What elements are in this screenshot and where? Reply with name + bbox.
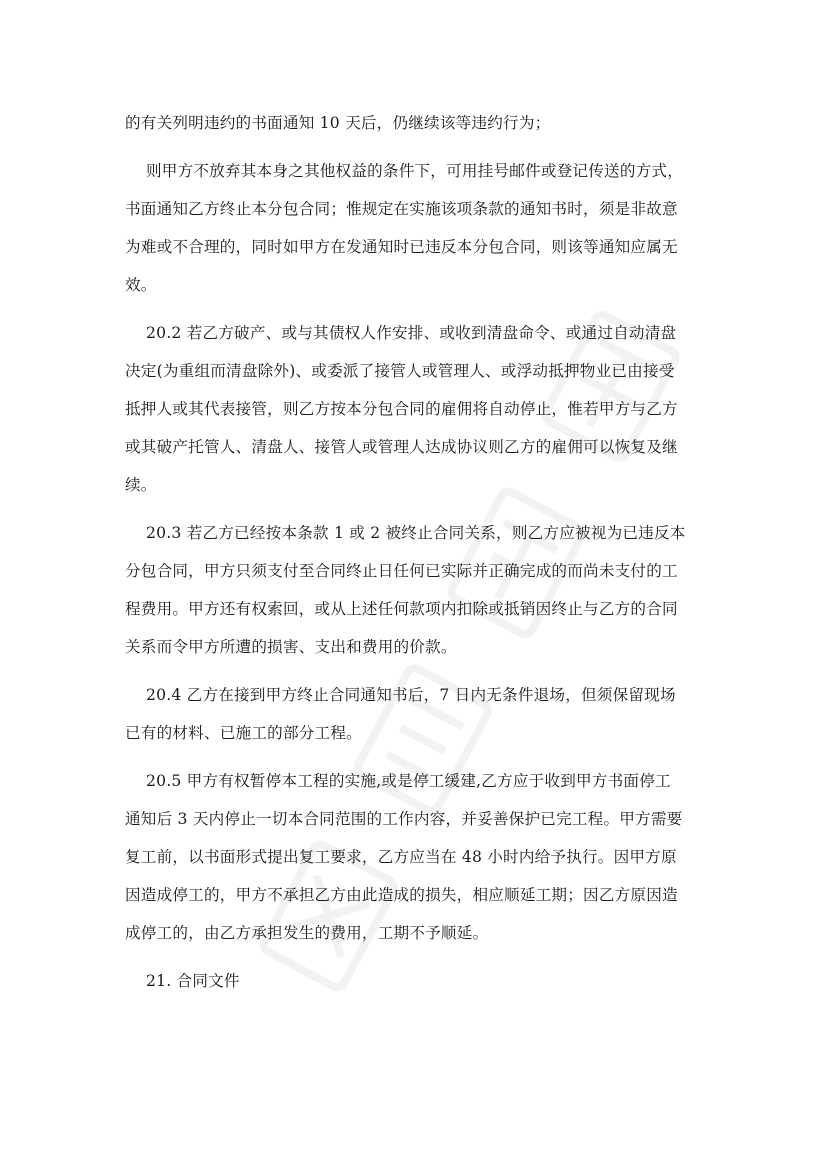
text-line: 20.5 甲方有权暂停本工程的实施,或是停工缓建,乙方应于收到甲方书面停工 bbox=[146, 772, 671, 790]
paragraph-1 bbox=[125, 104, 710, 142]
text-line: 续。 bbox=[125, 476, 157, 494]
paragraph-spacer bbox=[125, 952, 710, 962]
text-line: 则甲方不放弃其本身之其他权益的条件下，可用挂号邮件或登记传送的方式， bbox=[146, 162, 683, 180]
section-title: 21. 合同文件 bbox=[146, 972, 240, 990]
text-line: 通知后 3 天内停止一切本合同范围的工作内容，并妥善保护已完工程。甲方需要 bbox=[125, 810, 683, 828]
text-line: 书面通知乙方终止本分包合同；惟规定在实施该项条款的通知书时，须是非故意 bbox=[125, 200, 678, 218]
text-line: 分包合同，甲方只须支付至合同终止日任何已实际并正确完成的而尚未支付的工 bbox=[125, 562, 678, 580]
text-line: 20.2 若乙方破产、或与其债权人作安排、或收到清盘命令、或通过自动清盘 bbox=[146, 324, 677, 342]
paragraph-spacer bbox=[125, 752, 710, 762]
paragraph-3 bbox=[125, 314, 710, 504]
text-line: 程费用。甲方还有权索回，或从上述任何款项内扣除或抵销因终止与乙方的合同 bbox=[125, 600, 678, 618]
text-line: 的有关列明违约的书面通知 10 天后，仍继续该等违约行为； bbox=[125, 114, 551, 132]
text-line: 20.3 若乙方已经按本条款 1 或 2 被终止合同关系，则乙方应被视为已违反本 bbox=[146, 524, 686, 542]
text-line: 关系而令甲方所遭的损害、支出和费用的价款。 bbox=[125, 638, 457, 656]
paragraph-spacer bbox=[125, 142, 710, 152]
text-line: 决定(为重组而清盘除外)、或委派了接管人或管理人、或浮动抵押物业已由接受 bbox=[125, 362, 675, 380]
text-line: 抵押人或其代表接管，则乙方按本分包合同的雇佣将自动停止，惟若甲方与乙方 bbox=[125, 400, 678, 418]
document-body bbox=[125, 104, 710, 1000]
text-line: 或其破产托管人、清盘人、接管人或管理人达成协议则乙方的雇佣可以恢复及继 bbox=[125, 438, 678, 456]
text-line: 复工前，以书面形式提出复工要求，乙方应当在 48 小时内给予执行。因甲方原 bbox=[125, 848, 677, 866]
paragraph-spacer bbox=[125, 304, 710, 314]
paragraph-4 bbox=[125, 514, 710, 666]
text-line: 效。 bbox=[125, 276, 157, 294]
text-line: 为难或不合理的，同时如甲方在发通知时已违反本分包合同，则该等通知应属无 bbox=[125, 238, 678, 256]
text-line: 20.4 乙方在接到甲方终止合同通知书后，7 日内无条件退场，但须保留现场 bbox=[146, 686, 676, 704]
paragraph-spacer bbox=[125, 504, 710, 514]
text-line: 成停工的，由乙方承担发生的费用，工期不予顺延。 bbox=[125, 924, 489, 942]
section-heading bbox=[125, 962, 710, 1000]
text-line: 已有的材料、已施工的部分工程。 bbox=[125, 724, 362, 742]
paragraph-2 bbox=[125, 152, 710, 304]
paragraph-spacer bbox=[125, 666, 710, 676]
text-line: 因造成停工的，甲方不承担乙方由此造成的损失，相应顺延工期；因乙方原因造 bbox=[125, 886, 678, 904]
paragraph-5 bbox=[125, 676, 710, 752]
paragraph-6 bbox=[125, 762, 710, 952]
